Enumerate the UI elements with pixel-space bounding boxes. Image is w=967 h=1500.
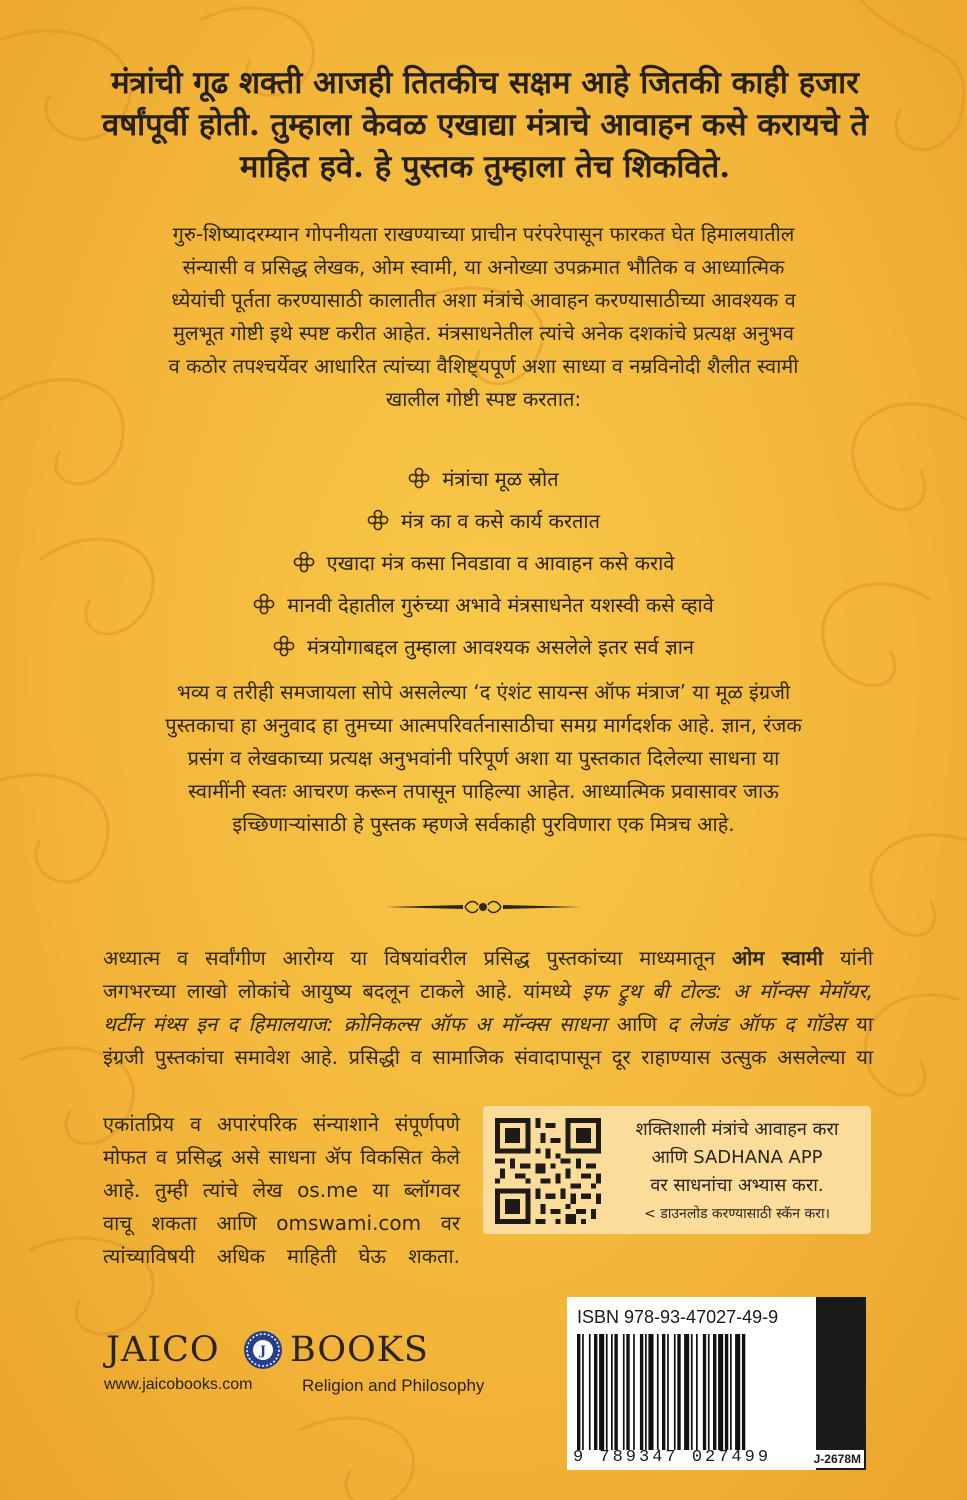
description-line: खालील गोष्टी स्पष्ट करतात:	[385, 387, 582, 411]
lead-line: मंत्रांची गूढ शक्ती आजही तितकीच सक्षम आहे जितकी काही हजार	[111, 65, 859, 101]
author-bio-line	[103, 942, 873, 975]
author-bio-paragraph	[103, 942, 873, 1074]
bullet-list	[0, 458, 967, 668]
logo-text-right: BOOKS	[290, 1330, 429, 1370]
summary-line: पुस्तकाचा हा अनुवाद हा तुमच्या आत्मपरिवर्तनासाठीचा समग्र मार्गदर्शक आहे. ज्ञान, रंजक	[165, 713, 802, 737]
bullet-item	[0, 500, 967, 542]
summary-line: स्वामींनी स्वतः आचरण करून तपासून पाहिल्या आहेत. आध्यात्मिक प्रवासावर जाऊ	[188, 779, 779, 803]
bullet-item	[0, 458, 967, 500]
book-title: द लेजंड ऑफ द गॉडेस	[667, 1012, 846, 1036]
author-bio-line	[103, 975, 873, 1008]
ornament-bullet-icon	[273, 635, 295, 657]
promo-line: वर साधनांचा अभ्यास करा.	[650, 1175, 824, 1196]
ornament-bullet-icon	[408, 467, 430, 489]
promo-line: आणि SADHANA APP	[651, 1147, 823, 1168]
description-line: ध्येयांची पूर्तता करण्यासाठी कालातीत अशा मंत्रांचे आवाहन करण्यासाठीच्या आवश्यक व	[171, 288, 796, 312]
bullet-text: मंत्रयोगाबद्दल तुम्हाला आवश्यक असलेले इतर सर्व ज्ञान	[306, 635, 695, 659]
isbn-barcode	[567, 1297, 866, 1470]
author-bio-line: वाचू शकता आणि omswami.com वर	[103, 1211, 460, 1235]
publisher-logo	[106, 1328, 436, 1372]
summary-paragraph	[40, 676, 927, 841]
barcode-bars	[577, 1334, 801, 1450]
bio-text: जगभरच्या लाखो लोकांचे आयुष्य बदलून टाकले आहे. यांमध्ये	[103, 979, 583, 1003]
author-name: ओम स्वामी	[731, 946, 824, 970]
author-bio-line: आहे. तुम्ही त्यांचे लेख os.me या ब्लॉगवर	[103, 1178, 460, 1202]
logo-text-left: JAICO	[106, 1330, 220, 1370]
description-line: संन्यासी व प्रसिद्ध लेखक, ओम स्वामी, या अनोख्या उपक्रमात भौतिक व आध्यात्मिक	[182, 255, 785, 279]
ornamental-divider	[383, 895, 583, 919]
publisher-website-link[interactable]: www.jaicobooks.com	[104, 1376, 253, 1393]
ornament-bullet-icon	[293, 551, 315, 573]
bullet-text: एखादा मंत्र कसा निवडावा व आवाहन कसे करावे	[326, 551, 675, 575]
bullet-text: मंत्रांचा मूळ स्रोत	[442, 467, 559, 491]
promo-scan-hint: < डाउनलोड करण्यासाठी स्कॅन करा।	[644, 1206, 830, 1222]
book-title: थर्टीन मंथ्स इन द हिमालयाज: क्रोनिकल्स ऑफ अ मॉन्क्स साधना	[103, 1012, 607, 1036]
lead-paragraph	[85, 62, 885, 188]
bullet-text: मंत्र का व कसे कार्य करतात	[401, 509, 600, 533]
barcode-side-tab	[816, 1297, 866, 1470]
jaico-emblem-icon	[243, 1330, 283, 1370]
isbn-number: ISBN 978-93-47027-49-9	[577, 1307, 779, 1327]
bullet-text: मानवी देहातील गुरुंच्या अभावे मंत्रसाधनेत यशस्वी कसे व्हावे	[287, 593, 714, 617]
author-bio-line: त्यांच्याविषयी अधिक माहिती घेऊ शकता.	[103, 1244, 460, 1268]
lead-line: माहित हवे. हे पुस्तक तुम्हाला तेच शिकविते.	[239, 149, 731, 185]
ornament-bullet-icon	[367, 509, 389, 531]
promo-line: शक्तिशाली मंत्रांचे आवाहन करा	[635, 1119, 839, 1140]
book-title: इफ ट्रुथ बी टोल्ड: अ मॉन्क्स मेमॉयर,	[582, 979, 874, 1003]
ornament-bullet-icon	[253, 593, 275, 615]
summary-line: भव्य व तरीही समजायला सोपे असलेल्या ‘द एंशंट सायन्स ऑफ मंत्राज’ या मूळ इंग्रजी	[176, 680, 791, 704]
qr-code-icon[interactable]	[495, 1118, 601, 1224]
description-line: गुरु-शिष्यादरम्यान गोपनीयता राखण्याच्या प्राचीन परंपरेपासून फारकत घेत हिमालयातील	[172, 222, 795, 246]
book-category: Religion and Philosophy	[302, 1376, 485, 1395]
description-line: व कठोर तपश्चर्येवर आधारित त्यांच्या वैशिष्ट्यपूर्ण अशा साध्या व नम्रविनोदी शैलीत स्वामी	[168, 354, 799, 378]
bullet-item	[0, 626, 967, 668]
author-bio-continued	[103, 1108, 460, 1273]
bio-text: आणि	[606, 1012, 668, 1036]
sadhana-app-promo-box	[483, 1106, 871, 1234]
description-line: मुलभूत गोष्टी इथे स्पष्ट करीत आहेत. मंत्रसाधनेतील त्यांचे अनेक दशकांचे प्रत्यक्ष अनुभव	[173, 321, 794, 345]
bullet-item	[0, 542, 967, 584]
barcode-digits: 9 789347 027499	[573, 1448, 772, 1467]
emblem-letter: J	[259, 1344, 267, 1359]
author-bio-line: इंग्रजी पुस्तकांचा समावेश आहे. प्रसिद्धी व सामाजिक संवादापासून दूर राहाण्यास उत्सुक असलेल्या या	[103, 1045, 873, 1069]
bio-text: अध्यात्म व सर्वांगीण आरोग्य या विषयांवरील प्रसिद्ध पुस्तकांच्या माध्यमातून	[103, 946, 732, 970]
author-bio-line: मोफत व प्रसिद्ध असे साधना ॲप विकसित केले	[103, 1145, 460, 1169]
description-paragraph	[40, 218, 927, 416]
product-code: J-2678M	[811, 1450, 864, 1468]
summary-line: इच्छिणाऱ्यांसाठी हे पुस्तक म्हणजे सर्वकाही पुरविणारा एक मित्रच आहे.	[232, 812, 735, 836]
bullet-item	[0, 584, 967, 626]
summary-line: प्रसंग व लेखकाच्या प्रत्यक्ष अनुभवांनी परिपूर्ण अशा या पुस्तकात दिलेल्या साधना या	[187, 746, 780, 770]
author-bio-line	[103, 1008, 873, 1041]
lead-line: वर्षांपूर्वी होती. तुम्हाला केवळ एखाद्या मंत्राचे आवाहन कसे करायचे ते	[101, 107, 869, 143]
promo-text	[609, 1116, 865, 1228]
bio-text: या	[845, 1012, 874, 1036]
bio-text: यांनी	[823, 946, 873, 970]
author-bio-line: एकांतप्रिय व अपारंपरिक संन्याशाने संपूर्णपणे	[103, 1112, 460, 1136]
